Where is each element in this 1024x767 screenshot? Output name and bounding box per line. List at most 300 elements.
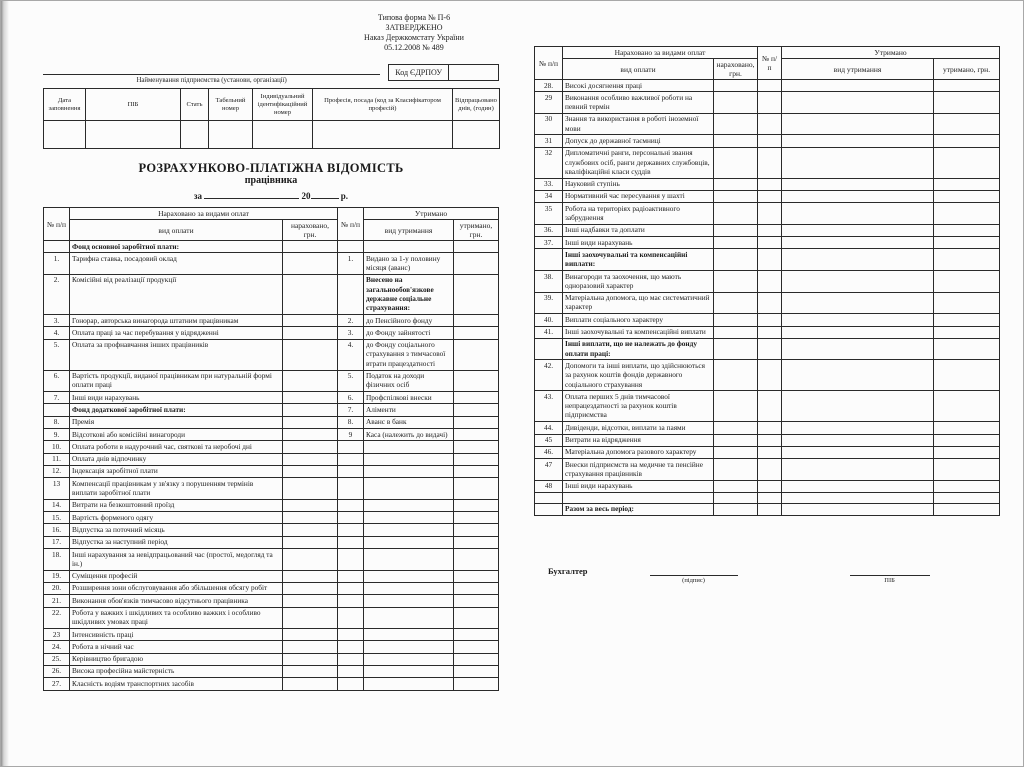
accrued-amount-cell xyxy=(283,370,338,392)
row-number: 8. xyxy=(338,416,364,428)
accrued-amount-cell xyxy=(283,441,338,453)
approved-line: ЗАТВЕРДЖЕНО xyxy=(385,23,443,32)
pay-type-label: Інші види нарахувань xyxy=(563,480,714,492)
withhold-type-label xyxy=(782,314,934,326)
withheld-amount-cell xyxy=(934,391,1000,422)
row-number: 17. xyxy=(44,536,70,548)
row-number: 47 xyxy=(535,459,563,481)
row-number: 27. xyxy=(44,678,70,690)
table-row xyxy=(535,178,1000,190)
withhold-type-label xyxy=(364,524,454,536)
pay-type-label: Суміщення професій xyxy=(70,570,283,582)
withhold-type-label: Аванс в банк xyxy=(364,416,454,428)
withhold-type-label xyxy=(782,190,934,202)
period-line xyxy=(43,190,499,202)
pay-type-label: Компенсації працівникам у зв'язку з порушенням термінів виплати заробітної плати xyxy=(70,478,283,500)
accrued-amount-cell xyxy=(714,434,758,446)
row-number: 39. xyxy=(535,292,563,314)
withhold-type-label xyxy=(782,326,934,338)
pay-type-label: Інші види нарахувань xyxy=(70,392,283,404)
accrued-amount-cell xyxy=(714,459,758,481)
row-number xyxy=(758,203,782,225)
pay-type-label: Оплата перших 5 днів тимчасової непрацездатності за рахунок коштів підприємства xyxy=(563,391,714,422)
pay-type-label: Винагороди та заохочення, що мають одноразовий характер xyxy=(563,271,714,293)
pay-type-label: Керівництво бригадою xyxy=(70,653,283,665)
pay-type-label: Премія xyxy=(70,416,283,428)
withheld-amount-cell xyxy=(934,326,1000,338)
pay-type-label: Тарифна ставка, посадовий оклад xyxy=(70,253,283,275)
table-row xyxy=(535,135,1000,147)
withheld-amount-cell xyxy=(454,253,499,275)
withhold-type-label xyxy=(364,653,454,665)
col-withheld-uah: утримано, грн. xyxy=(454,220,499,241)
row-number xyxy=(758,326,782,338)
withheld-amount-cell xyxy=(934,135,1000,147)
withhold-type-label: до Фонду зайнятості xyxy=(364,327,454,339)
table-row xyxy=(535,147,1000,178)
withhold-type-label xyxy=(782,446,934,458)
accrued-amount-cell xyxy=(714,249,758,271)
withhold-type-label xyxy=(364,499,454,511)
col-row-number: № п/п xyxy=(758,47,782,80)
pay-type-label: Відсоткові або комісійні винагороди xyxy=(70,429,283,441)
signature-line xyxy=(650,566,738,576)
withhold-type-label xyxy=(364,641,454,653)
withhold-type-label: до Пенсійного фонду xyxy=(364,315,454,327)
col-row-number: № п/п xyxy=(338,208,364,241)
accrued-amount-cell xyxy=(283,582,338,594)
pay-type-label: Оплата за профнавчання інших працівників xyxy=(70,339,283,370)
pay-type-label: Витрати на відрядження xyxy=(563,434,714,446)
row-number: 28. xyxy=(535,80,563,92)
accrued-amount-cell xyxy=(714,338,758,360)
table-row xyxy=(44,370,499,392)
table-row xyxy=(44,453,499,465)
pay-type-label: Інші виплати, що не належать до фонду оплати праці: xyxy=(563,338,714,360)
withheld-amount-cell xyxy=(934,422,1000,434)
accrued-amount-cell xyxy=(283,570,338,582)
withhold-type-label xyxy=(364,478,454,500)
accrued-amount-cell xyxy=(714,271,758,293)
withhold-type-label xyxy=(364,607,454,629)
payroll-header-row1 xyxy=(44,208,499,220)
accrued-amount-cell xyxy=(283,315,338,327)
withhold-type-label xyxy=(782,224,934,236)
col-sex: Стать xyxy=(181,89,209,121)
withheld-amount-cell xyxy=(454,441,499,453)
pay-type-label: Висока професійна майстерність xyxy=(70,665,283,677)
withheld-amount-cell xyxy=(454,478,499,500)
withheld-amount-cell xyxy=(934,178,1000,190)
row-number: 42. xyxy=(535,360,563,391)
row-number: 2. xyxy=(44,274,70,314)
row-number xyxy=(338,665,364,677)
row-number: 2. xyxy=(338,315,364,327)
accrued-amount-cell xyxy=(714,326,758,338)
withheld-amount-cell xyxy=(454,512,499,524)
name-line xyxy=(850,566,930,576)
table-row xyxy=(535,503,1000,515)
table-row xyxy=(44,536,499,548)
withheld-amount-cell xyxy=(934,292,1000,314)
accrued-amount-cell xyxy=(714,135,758,147)
table-row xyxy=(535,360,1000,391)
withheld-amount-cell xyxy=(934,459,1000,481)
withheld-amount-cell xyxy=(934,480,1000,492)
row-number: 9 xyxy=(338,429,364,441)
table-row xyxy=(535,190,1000,202)
row-number xyxy=(338,478,364,500)
accrued-amount-cell xyxy=(714,480,758,492)
withhold-type-label xyxy=(782,135,934,147)
pay-type-label: Матеріальна допомога, що має систематичний характер xyxy=(563,292,714,314)
pay-type-label: Фонд основної заробітної плати: xyxy=(70,241,283,253)
row-number xyxy=(758,178,782,190)
row-number: 20. xyxy=(44,582,70,594)
withhold-type-label xyxy=(782,503,934,515)
withheld-amount-cell xyxy=(934,314,1000,326)
table-row xyxy=(535,314,1000,326)
pay-type-label: Фонд додаткової заробітної плати: xyxy=(70,404,283,416)
accrued-amount-cell xyxy=(283,404,338,416)
row-number: 15. xyxy=(44,512,70,524)
withheld-amount-cell xyxy=(454,536,499,548)
table-row xyxy=(535,391,1000,422)
row-number: 31 xyxy=(535,135,563,147)
payroll-header-row2 xyxy=(44,220,499,241)
withheld-amount-cell xyxy=(454,429,499,441)
accrued-amount-cell xyxy=(283,499,338,511)
withheld-amount-cell xyxy=(934,446,1000,458)
withheld-amount-cell xyxy=(454,570,499,582)
table-row xyxy=(44,392,499,404)
row-number xyxy=(758,237,782,249)
col-accrued-uah: нараховано, грн. xyxy=(283,220,338,241)
pay-type-label: Оплата днів відпочинку xyxy=(70,453,283,465)
row-number: 32 xyxy=(535,147,563,178)
row-number xyxy=(338,595,364,607)
row-number xyxy=(44,241,70,253)
row-number xyxy=(758,92,782,114)
table-row xyxy=(44,441,499,453)
withhold-type-label xyxy=(364,570,454,582)
row-number xyxy=(758,459,782,481)
organization-row xyxy=(43,64,499,85)
row-number: 43. xyxy=(535,391,563,422)
row-number: 14. xyxy=(44,499,70,511)
row-number xyxy=(758,292,782,314)
pay-type-label: Разом за весь період: xyxy=(563,503,714,515)
withheld-amount-cell xyxy=(934,147,1000,178)
table-row xyxy=(44,416,499,428)
pay-type-label: Класність водіям транспортних засобів xyxy=(70,678,283,690)
row-number: 29 xyxy=(535,92,563,114)
accrued-amount-cell xyxy=(714,80,758,92)
accrued-amount-cell xyxy=(283,595,338,607)
withheld-amount-cell xyxy=(454,595,499,607)
row-number xyxy=(758,391,782,422)
withhold-type-label xyxy=(364,441,454,453)
order-line: Наказ Держкомстату України xyxy=(364,33,464,42)
pay-type-label: Допомоги та інші виплати, що здійснюються за рахунок коштів фондів державного соціального страхування xyxy=(563,360,714,391)
withhold-type-label xyxy=(364,595,454,607)
pay-type-label: Гонорар, авторська винагорода штатним працівникам xyxy=(70,315,283,327)
pay-type-label: Виплати соціального характеру xyxy=(563,314,714,326)
withheld-amount-cell xyxy=(934,503,1000,515)
row-number: 38. xyxy=(535,271,563,293)
row-number: 4. xyxy=(338,339,364,370)
withhold-type-label xyxy=(364,665,454,677)
row-number xyxy=(338,549,364,571)
accrued-amount-cell xyxy=(714,446,758,458)
table-row xyxy=(535,292,1000,314)
row-number: 45 xyxy=(535,434,563,446)
row-number: 18. xyxy=(44,549,70,571)
withheld-amount-cell xyxy=(454,339,499,370)
withheld-amount-cell xyxy=(934,224,1000,236)
pay-type-label: Внески підприємств на медичне та пенсійне страхування працівників xyxy=(563,459,714,481)
row-number: 46. xyxy=(535,446,563,458)
withhold-type-label xyxy=(364,678,454,690)
row-number: 10. xyxy=(44,441,70,453)
row-number: 1. xyxy=(338,253,364,275)
withheld-amount-cell xyxy=(454,499,499,511)
withhold-type-label: Податок на доходи фізичних осіб xyxy=(364,370,454,392)
withheld-amount-cell xyxy=(934,80,1000,92)
row-number xyxy=(338,241,364,253)
col-pay-type: вид оплати xyxy=(70,220,283,241)
accrued-amount-cell xyxy=(283,253,338,275)
row-number xyxy=(338,653,364,665)
withhold-type-label xyxy=(364,465,454,477)
col-withheld-type: вид утримання xyxy=(782,59,934,80)
accrued-group-header: Нараховано за видами оплат xyxy=(70,208,338,220)
table-row xyxy=(535,113,1000,135)
accrued-amount-cell xyxy=(283,536,338,548)
table-row xyxy=(44,524,499,536)
withheld-amount-cell xyxy=(934,203,1000,225)
withheld-amount-cell xyxy=(454,607,499,629)
row-number xyxy=(535,338,563,360)
row-number: 21. xyxy=(44,595,70,607)
row-number xyxy=(338,629,364,641)
col-profession: Професія, посада (код за Класифікатором професій) xyxy=(313,89,453,121)
withhold-type-label xyxy=(364,549,454,571)
edrpou-block xyxy=(388,64,499,81)
row-number xyxy=(338,536,364,548)
withhold-type-label xyxy=(782,492,934,503)
withhold-type-label xyxy=(782,249,934,271)
accrued-amount-cell xyxy=(283,416,338,428)
row-number xyxy=(758,249,782,271)
withheld-amount-cell xyxy=(934,360,1000,391)
pay-type-label: Робота в нічний час xyxy=(70,641,283,653)
row-number: 3. xyxy=(44,315,70,327)
withhold-type-label xyxy=(782,422,934,434)
table-row xyxy=(535,249,1000,271)
pay-type-label: Високі досягнення праці xyxy=(563,80,714,92)
withhold-type-label: Каса (належить до видачі) xyxy=(364,429,454,441)
table-row xyxy=(44,253,499,275)
withheld-amount-cell xyxy=(454,274,499,314)
row-number xyxy=(758,338,782,360)
organization-name-line xyxy=(43,64,380,75)
withheld-amount-cell xyxy=(454,327,499,339)
col-full-name: ПІБ xyxy=(86,89,181,121)
accrued-amount-cell xyxy=(714,391,758,422)
accrued-amount-cell xyxy=(283,549,338,571)
table-row xyxy=(535,271,1000,293)
pay-type-label: Відпустка за поточний місяць xyxy=(70,524,283,536)
col-fill-date: Дата заповнення xyxy=(44,89,86,121)
pay-type-label: Інші заохочувальні та компенсаційні виплати xyxy=(563,326,714,338)
table-row xyxy=(535,338,1000,360)
page-title: РОЗРАХУНКОВО-ПЛАТІЖНА ВІДОМІСТЬ xyxy=(138,161,404,175)
pay-type-label: Дипломатичні ранги, персональні звання службових осіб, ранги державних службовців, кваліфікаційні класи суддів xyxy=(563,147,714,178)
accrued-amount-cell xyxy=(283,512,338,524)
row-number xyxy=(758,224,782,236)
table-row xyxy=(44,327,499,339)
accrued-amount-cell xyxy=(283,478,338,500)
row-number: 26. xyxy=(44,665,70,677)
row-number xyxy=(338,641,364,653)
accrued-amount-cell xyxy=(283,524,338,536)
row-number xyxy=(338,678,364,690)
withhold-type-label: Профспілкові внески xyxy=(364,392,454,404)
row-number xyxy=(758,113,782,135)
accrued-amount-cell xyxy=(283,641,338,653)
table-row xyxy=(535,459,1000,481)
withhold-type-label xyxy=(364,536,454,548)
row-number: 48 xyxy=(535,480,563,492)
withhold-type-label xyxy=(782,147,934,178)
withhold-type-label: до Фонду соціального страхування з тимчасової втрати працездатності xyxy=(364,339,454,370)
withhold-type-label xyxy=(782,480,934,492)
signature-footer xyxy=(534,566,999,585)
pay-type-label: Допуск до державної таємниці xyxy=(563,135,714,147)
row-number: 36. xyxy=(535,224,563,236)
withheld-amount-cell xyxy=(454,665,499,677)
payroll-table-right xyxy=(534,46,1000,516)
withhold-type-label xyxy=(782,391,934,422)
withheld-amount-cell xyxy=(454,653,499,665)
right-page xyxy=(534,46,999,585)
pay-type-label: Інші види нарахувань xyxy=(563,237,714,249)
withhold-type-label xyxy=(782,113,934,135)
col-pay-type: вид оплати xyxy=(563,59,714,80)
accrued-amount-cell xyxy=(283,339,338,370)
accrued-amount-cell xyxy=(714,360,758,391)
table-row xyxy=(535,203,1000,225)
row-number xyxy=(758,271,782,293)
table-row xyxy=(44,570,499,582)
withhold-type-label xyxy=(782,338,934,360)
name-block xyxy=(850,566,930,585)
period-suffix: р. xyxy=(340,191,349,201)
accrued-amount-cell xyxy=(283,678,338,690)
accrued-amount-cell xyxy=(283,429,338,441)
organization-name-caption: Найменування підприємства (установи, організації) xyxy=(136,77,287,84)
withheld-amount-cell xyxy=(934,492,1000,503)
organization-name-block xyxy=(43,64,380,85)
row-number: 35 xyxy=(535,203,563,225)
left-page xyxy=(43,13,499,691)
pay-type-label: Відпустка за наступний період xyxy=(70,536,283,548)
withheld-amount-cell xyxy=(454,582,499,594)
withhold-type-label xyxy=(782,271,934,293)
edrpou-label: Код ЄДРПОУ xyxy=(388,64,449,81)
accrued-amount-cell xyxy=(714,224,758,236)
withheld-amount-cell xyxy=(454,404,499,416)
pay-type-label: Інші заохочувальні та компенсаційні виплати: xyxy=(563,249,714,271)
table-row xyxy=(44,607,499,629)
row-number: 8. xyxy=(44,416,70,428)
accrued-amount-cell xyxy=(283,392,338,404)
pay-type-label: Оплата роботи в надурочний час, святкові та неробочі дні xyxy=(70,441,283,453)
withhold-type-label xyxy=(782,434,934,446)
accrued-amount-cell xyxy=(283,453,338,465)
order-date-line: 05.12.2008 № 489 xyxy=(384,43,444,52)
col-personnel-number: Табельний номер xyxy=(209,89,253,121)
table-row xyxy=(535,92,1000,114)
pay-type-label xyxy=(563,492,714,503)
withheld-amount-cell xyxy=(454,370,499,392)
withheld-amount-cell xyxy=(934,249,1000,271)
edrpou-value-box xyxy=(449,64,499,81)
period-year: 20 xyxy=(301,191,311,201)
withheld-amount-cell xyxy=(454,453,499,465)
row-number: 25. xyxy=(44,653,70,665)
col-withheld-uah: утримано, грн. xyxy=(934,59,1000,80)
accrued-amount-cell xyxy=(714,422,758,434)
row-number xyxy=(758,503,782,515)
year-blank-line xyxy=(311,190,339,199)
accrued-amount-cell xyxy=(714,178,758,190)
accrued-amount-cell xyxy=(283,327,338,339)
pay-type-label: Матеріальна допомога разового характеру xyxy=(563,446,714,458)
row-number: 19. xyxy=(44,570,70,582)
table-row xyxy=(44,512,499,524)
row-number xyxy=(535,503,563,515)
withhold-type-label xyxy=(364,241,454,253)
row-number: 40. xyxy=(535,314,563,326)
row-number xyxy=(535,492,563,503)
col-days-worked: Відпрацьовано днів, (годин) xyxy=(453,89,500,121)
row-number: 30 xyxy=(535,113,563,135)
table-row xyxy=(44,595,499,607)
row-number: 4. xyxy=(44,327,70,339)
row-number xyxy=(338,465,364,477)
col-accrued-uah: нараховано, грн. xyxy=(714,59,758,80)
accrued-amount-cell xyxy=(283,653,338,665)
accrued-amount-cell xyxy=(714,503,758,515)
table-row xyxy=(535,326,1000,338)
accrued-amount-cell xyxy=(283,465,338,477)
row-number: 16. xyxy=(44,524,70,536)
withheld-amount-cell xyxy=(454,241,499,253)
pay-type-label: Дивіденди, відсотки, виплати за паями xyxy=(563,422,714,434)
period-blank-line xyxy=(204,190,299,199)
row-number xyxy=(338,524,364,536)
row-number: 9. xyxy=(44,429,70,441)
row-number: 33. xyxy=(535,178,563,190)
row-number xyxy=(338,512,364,524)
accrued-amount-cell xyxy=(714,314,758,326)
table-row xyxy=(44,478,499,500)
table-row xyxy=(44,499,499,511)
row-number xyxy=(758,135,782,147)
pay-type-label: Виконання обов'язків тимчасово відсутнього працівника xyxy=(70,595,283,607)
